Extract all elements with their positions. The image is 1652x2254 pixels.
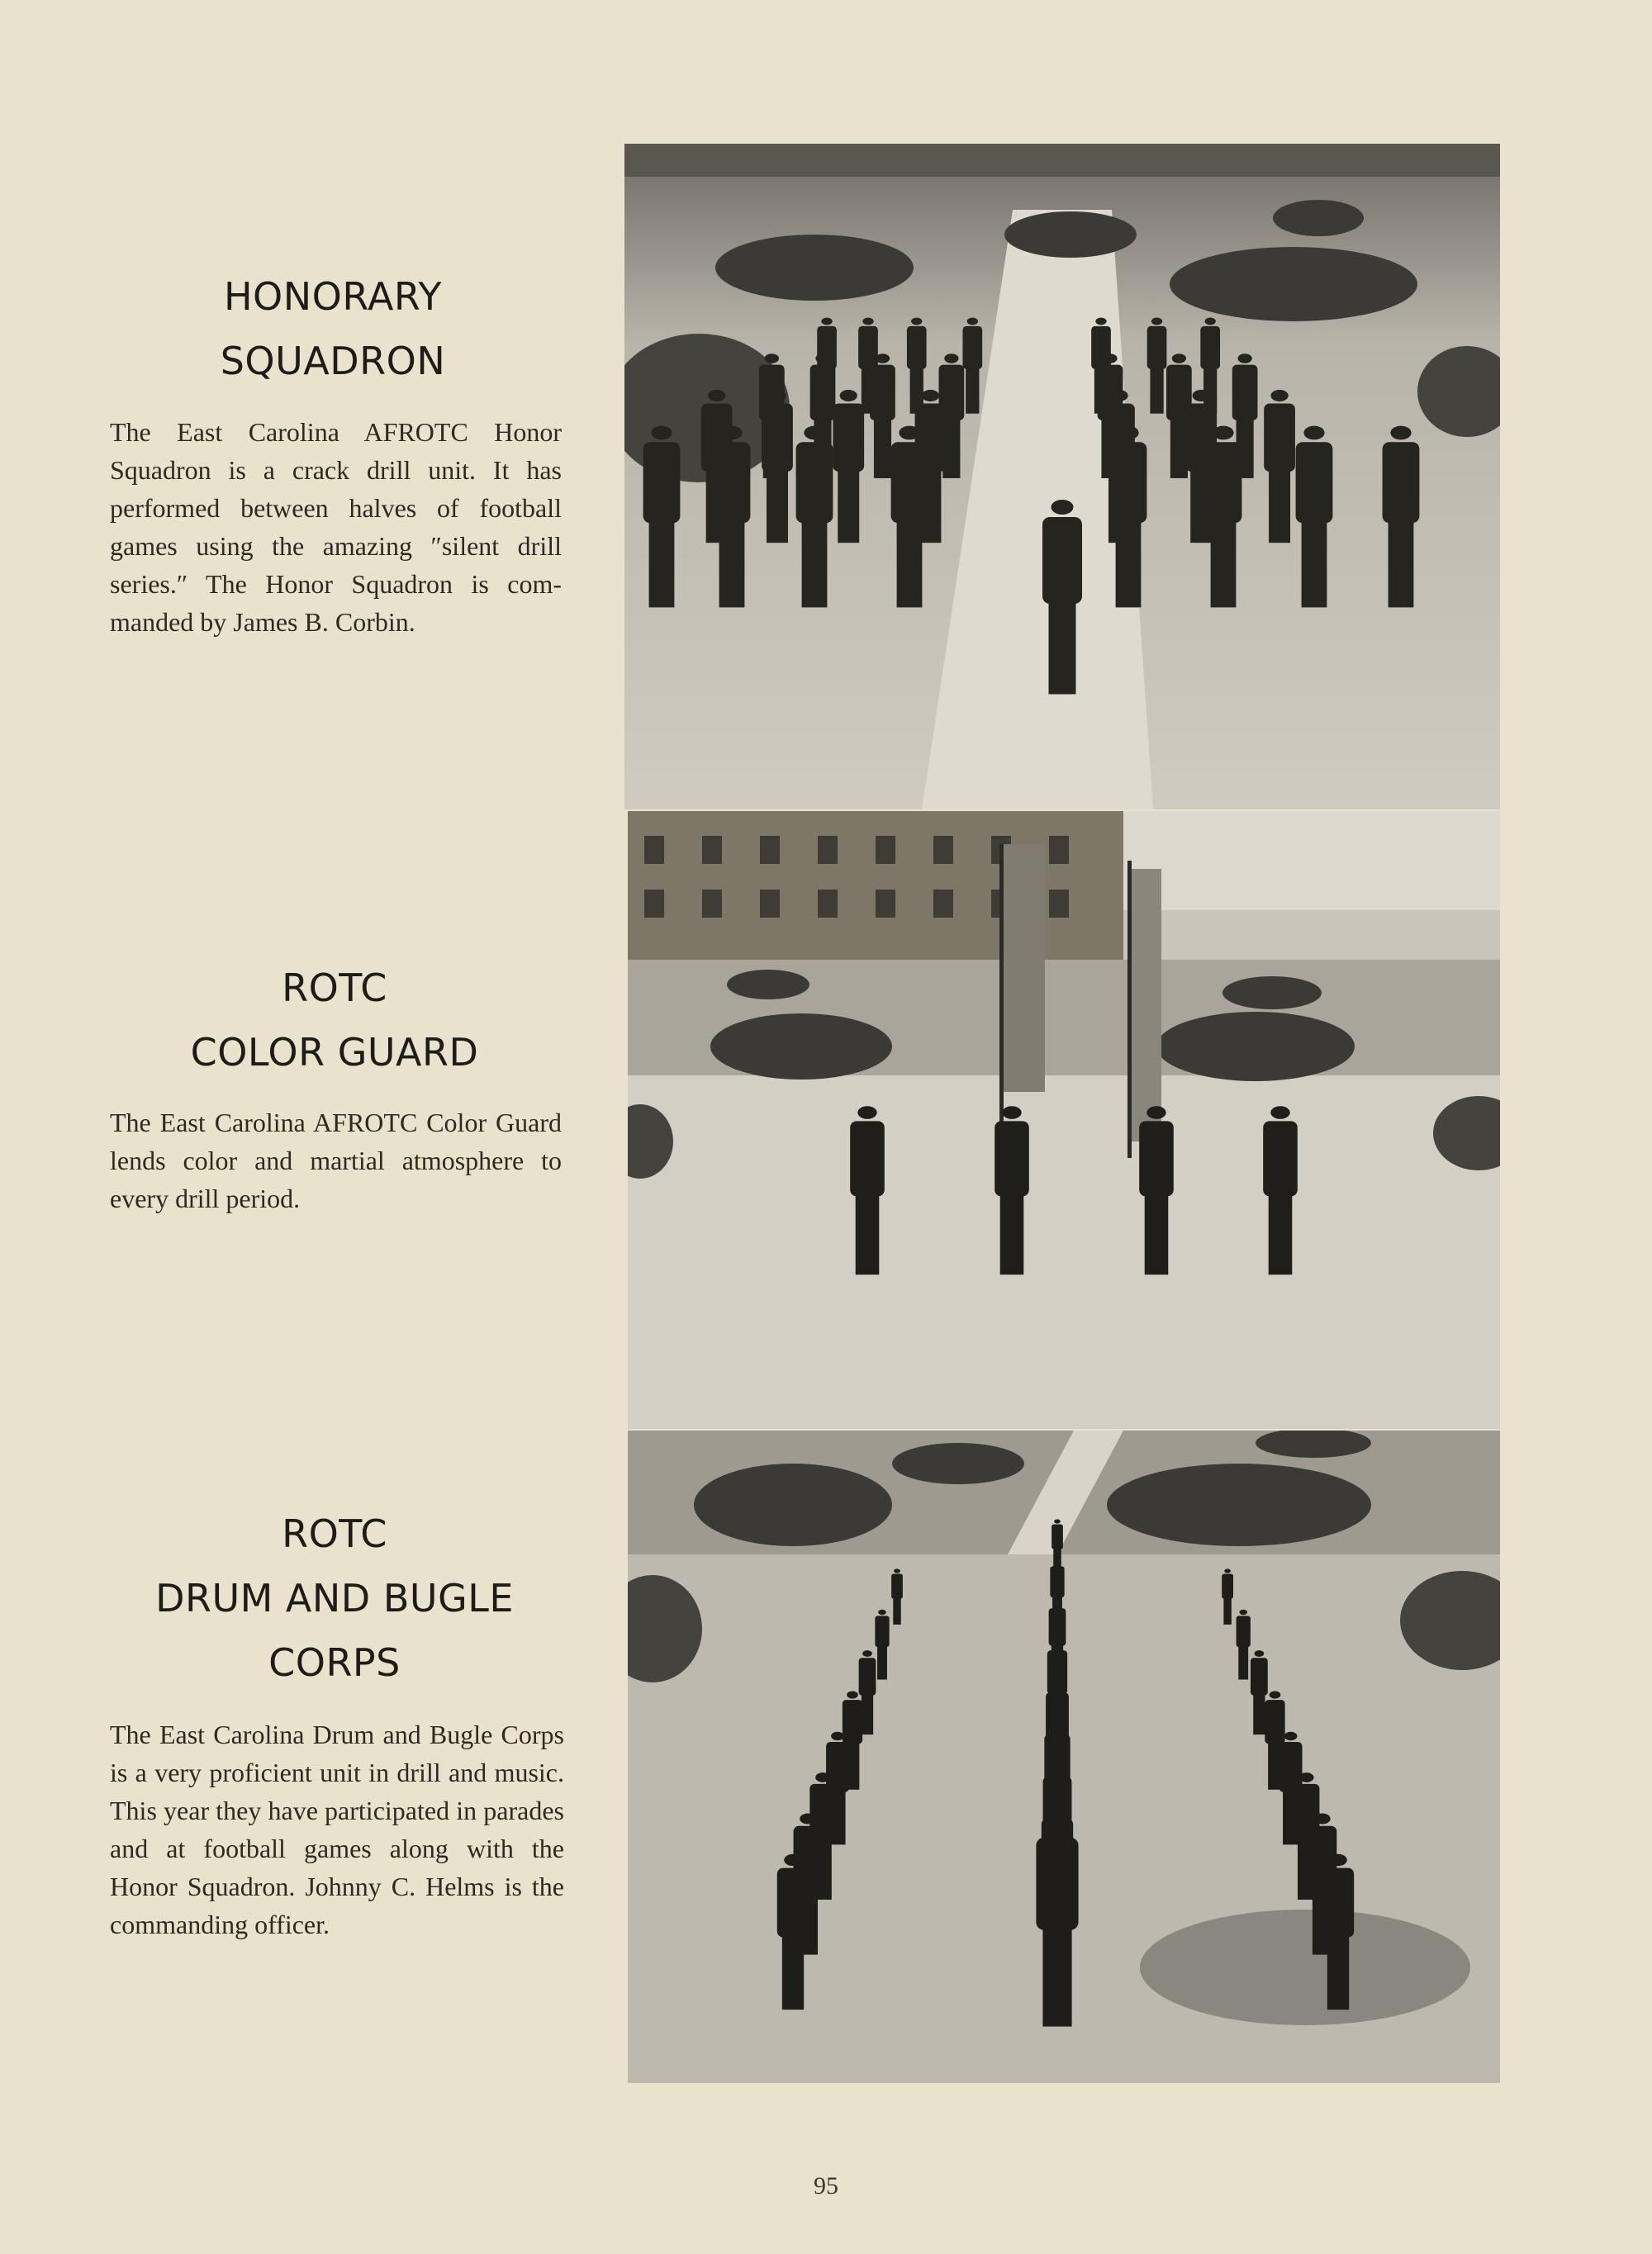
color-guard-title-line-1: ROTC <box>282 966 387 1010</box>
honor-squadron-title-line-1: HONORARY <box>223 274 443 319</box>
honor-squadron-description: The East Carolina AFROTC Honor Squadron is a crack drill unit. It has performed between halves of football games using the amazing ″silent drill series.″ The Honor Squadron is commanded by James B. Corbin. <box>110 417 562 637</box>
drum-bugle-corps-title-line-3: CORPS <box>268 1640 401 1685</box>
honor-squadron-title <box>107 264 558 393</box>
drum-bugle-corps-description: The East Carolina Drum and Bugle Corps is a very proficient unit in drill and music. This year they have participated in parades and at football games along with the Honor Squadron. Johnny C. Helms is the commanding officer. <box>110 1720 564 1939</box>
color-guard-photo <box>628 811 1500 1429</box>
color-guard-title <box>107 956 562 1084</box>
drum-bugle-corps-photo <box>628 1431 1500 2083</box>
color-guard-title-line-2: COLOR GUARD <box>190 1030 479 1075</box>
honor-squadron-photo <box>624 144 1500 809</box>
drum-bugle-corps-photo-image <box>628 1431 1500 2083</box>
drum-bugle-corps-title-line-1: ROTC <box>282 1511 387 1556</box>
honor-squadron-photo-image <box>624 144 1500 809</box>
color-guard-description: The East Carolina AFROTC Color Guard lends color and martial atmosphere to every drill period. <box>110 1108 562 1213</box>
color-guard-photo-image <box>628 811 1500 1429</box>
page-number: 95 <box>814 2172 838 2199</box>
honor-squadron-title-line-2: SQUADRON <box>220 339 446 383</box>
drum-bugle-corps-title <box>107 1502 562 1695</box>
drum-bugle-corps-title-line-2: DRUM AND BUGLE <box>155 1576 514 1621</box>
